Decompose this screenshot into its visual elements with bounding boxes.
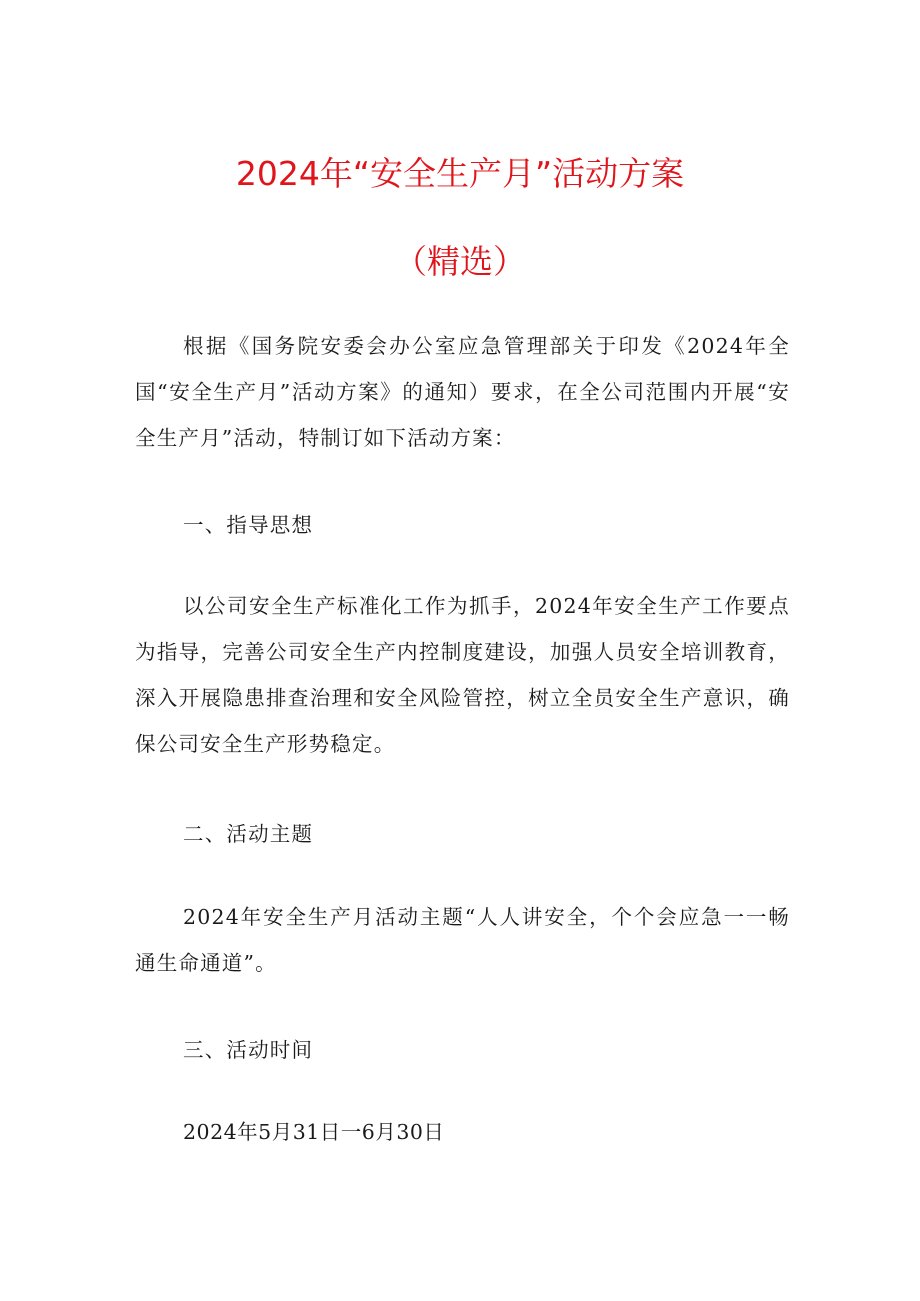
document-title: 2024年“安全生产月”活动方案: [235, 154, 685, 193]
section-body-activity-time: 2024年5月31日一6月30日: [183, 1120, 445, 1144]
section-body-activity-theme: 2024年安全生产月活动主题“人人讲安全，个个会应急一一畅通生命通道”。: [135, 905, 790, 975]
section-heading-activity-theme: 二、活动主题: [183, 822, 314, 846]
section-heading-activity-time: 三、活动时间: [183, 1038, 314, 1062]
document-subtitle: （精选）: [394, 242, 526, 281]
section-body-guiding-ideology: 以公司安全生产标准化工作为抓手，2024年安全生产工作要点为指导，完善公司安全生产内控制度建设，加强人员安全培训教育，深入开展隐患排查治理和安全风险管控，树立全员安全生产意识，确保公司安全生产形势稳定。: [135, 594, 790, 756]
section-heading-guiding-ideology: 一、指导思想: [183, 513, 314, 537]
intro-paragraph: 根据《国务院安委会办公室应急管理部关于印发《2024年全国“安全生产月”活动方案》的通知）要求，在全公司范围内开展“安全生产月”活动，特制订如下活动方案：: [135, 334, 790, 450]
